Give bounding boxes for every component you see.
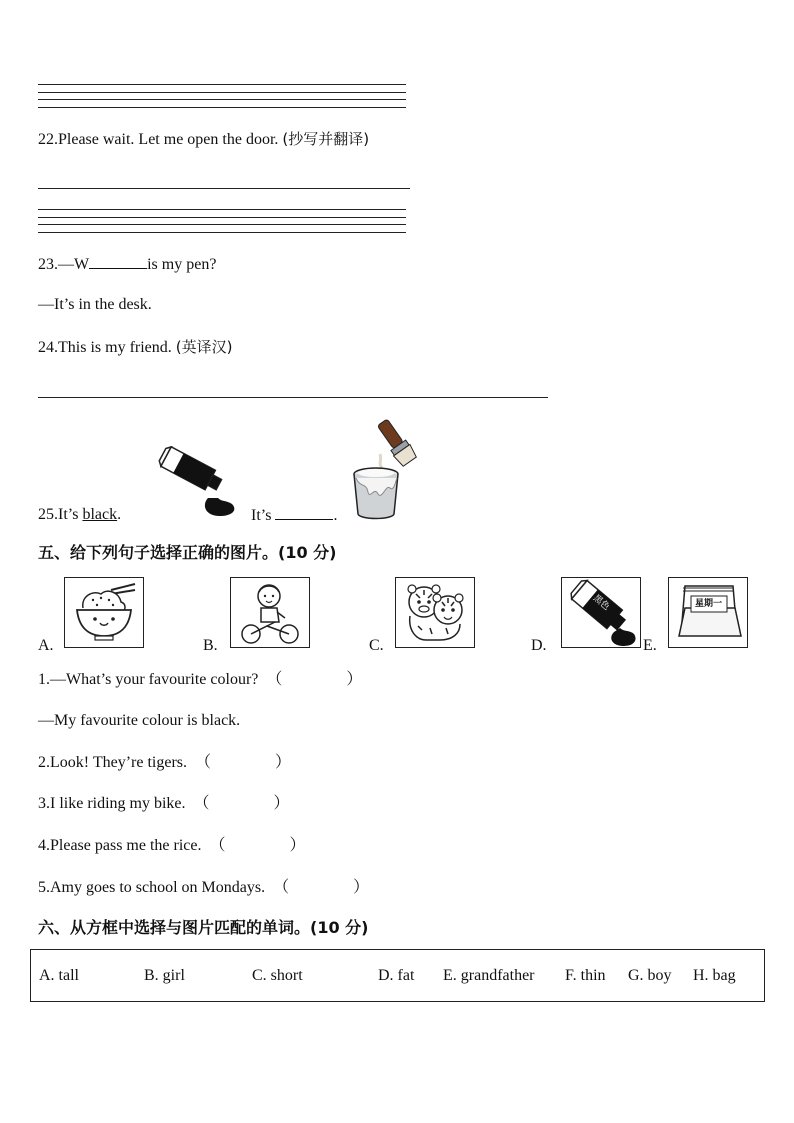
question-text: Please wait. Let me open the door. (58, 131, 279, 148)
question-25-right: It’s . (251, 507, 338, 524)
question-instruction: (英译汉) (175, 338, 233, 356)
question-s5-1: 1.—What’s your favourite colour? （ ） (38, 671, 363, 688)
question-s5-1-answer: —My favourite colour is black. (38, 712, 241, 729)
paint-label: 黑色 (590, 593, 612, 613)
word-option: G. boy (628, 967, 672, 984)
calendar-icon (669, 578, 747, 647)
question-number: 23. (38, 256, 58, 273)
fill-blank[interactable] (89, 254, 147, 269)
question-suffix: is my pen? (147, 256, 217, 273)
question-number: 25. (38, 506, 58, 523)
word-option: A. tall (39, 967, 79, 984)
question-s5-4: 4.Please pass me the rice. （ ） (38, 837, 306, 854)
question-s5-5: 5.Amy goes to school on Mondays. （ ） (38, 879, 370, 896)
tigers-icon (396, 578, 474, 647)
word-option: E. grandfather (443, 967, 535, 984)
question-22 (38, 129, 369, 150)
section-6-heading: 六、从方框中选择与图片匹配的单词。(10 分) (38, 918, 369, 937)
option-picture-d (561, 577, 641, 648)
fill-blank[interactable] (275, 505, 333, 520)
writing-line (38, 217, 406, 218)
writing-line (38, 107, 406, 108)
answer-paren[interactable]: （ ） (195, 754, 292, 771)
option-picture-b (230, 577, 310, 648)
writing-line (38, 99, 406, 100)
writing-line (38, 209, 406, 210)
answer-paren[interactable]: （ ） (266, 671, 363, 688)
question-instruction: (抄写并翻译) (282, 130, 370, 148)
question-24 (38, 337, 232, 358)
word-option: F. thin (565, 967, 606, 984)
underlined-word: black (82, 506, 118, 523)
question-number: 22. (38, 131, 58, 148)
word-option: D. fat (378, 967, 415, 984)
word-option: C. short (252, 967, 303, 984)
option-picture-c (395, 577, 475, 648)
word-bank-box (30, 949, 765, 1002)
answer-paren[interactable]: （ ） (209, 837, 306, 854)
question-text: This is my friend. (58, 339, 172, 356)
question-23-answer: —It’s in the desk. (38, 296, 152, 313)
writing-line (38, 92, 406, 93)
option-letter: B. (203, 637, 218, 654)
boy-riding-bike-icon (231, 578, 309, 647)
option-letter: E. (643, 637, 657, 654)
calendar-label: 星期一 (695, 599, 723, 609)
question-23 (38, 254, 216, 275)
writing-line (38, 224, 406, 225)
question-number: 24. (38, 339, 58, 356)
question-25-left: 25.It’s black. (38, 506, 122, 523)
black-paint-tube-icon (140, 446, 240, 522)
question-s5-2: 2.Look! They’re tigers. （ ） (38, 754, 292, 771)
option-picture-e (668, 577, 748, 648)
answer-line[interactable] (38, 397, 548, 398)
answer-paren[interactable]: （ ） (193, 795, 290, 812)
question-prefix: —W (58, 256, 90, 273)
answer-paren[interactable]: （ ） (273, 879, 370, 896)
option-letter: C. (369, 637, 384, 654)
section-5-heading: 五、给下列句子选择正确的图片。(10 分) (38, 543, 337, 562)
writing-line (38, 84, 406, 85)
paint-can-with-brush-icon (344, 416, 428, 522)
option-letter: D. (531, 637, 547, 654)
writing-line (38, 232, 406, 233)
word-option: H. bag (693, 967, 736, 984)
option-picture-a (64, 577, 144, 648)
question-s5-3: 3.I like riding my bike. （ ） (38, 795, 290, 812)
black-paint-tube-icon (562, 578, 640, 647)
word-option: B. girl (144, 967, 185, 984)
option-letter: A. (38, 637, 54, 654)
rice-bowl-icon (65, 578, 143, 647)
answer-line[interactable] (38, 188, 410, 189)
